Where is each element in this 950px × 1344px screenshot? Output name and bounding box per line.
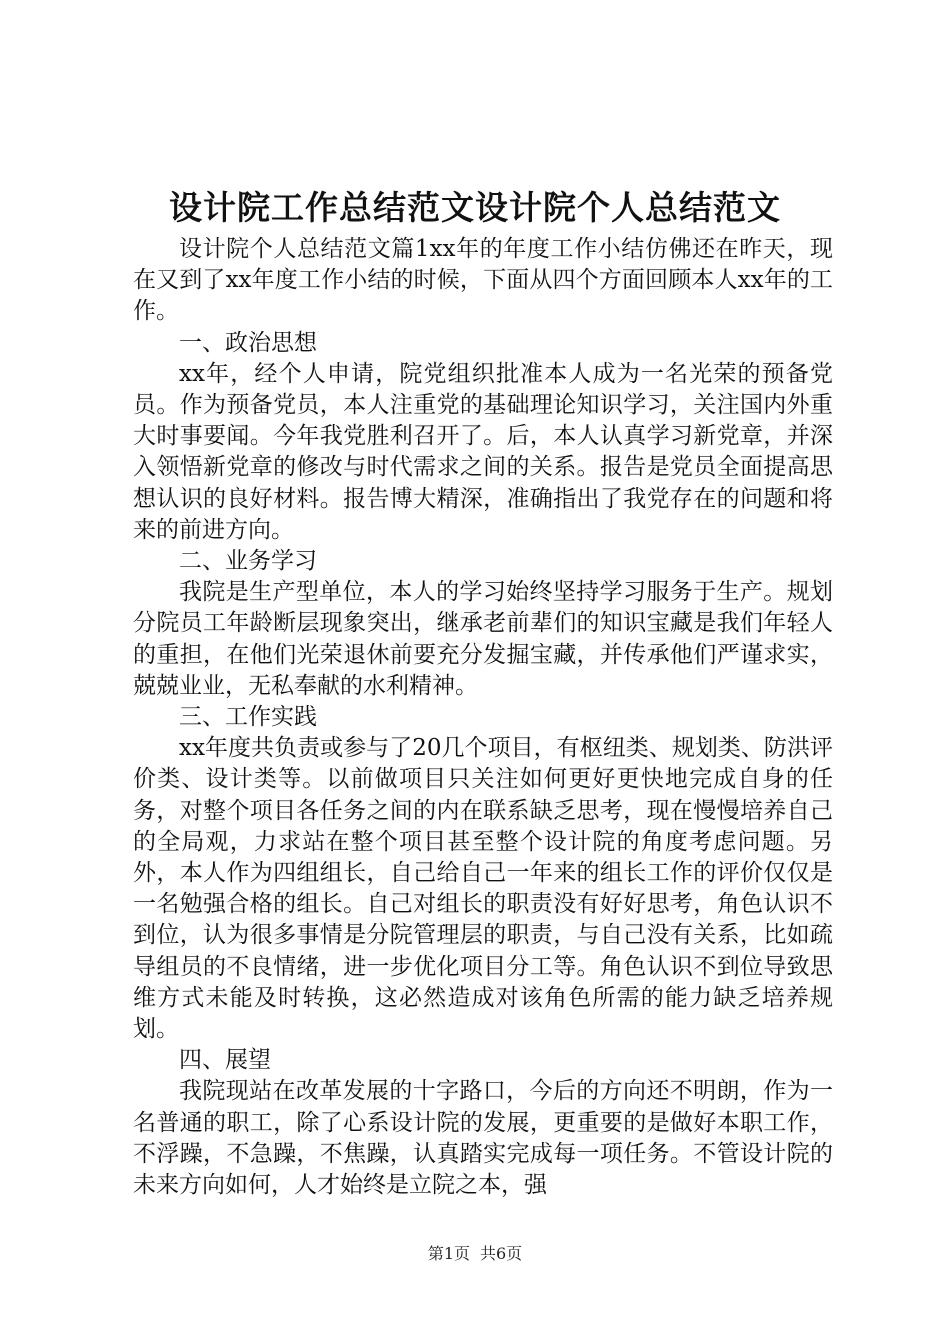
section-heading-study: 二、业务学习: [179, 548, 317, 575]
section-text-practice: xx年度共负责或参与了20几个项目，有枢纽类、规划类、防洪评价类、设计类等。以前做项目只关注如何更好更快地完成自身的任务，对整个项目各任务之间的内在联系缺乏思考，现在慢慢培养自己的全局观，力求站在整个项目甚至整个设计院的角度考虑问题。另外，本人作为四组组长，自己给自己一年来的组长工作的评价仅仅是一名勉强合格的组长。自己对组长的职责没有好好思考，角色认识不到位，认为很多事情是分院管理层的职责，与自己没有关系，比如疏导组员的不良情绪，进一步优化项目分工等。角色认识不到位导致思维方式未能及时转换，这必然造成对该角色所需的能力缺乏培养规划。: [133, 735, 833, 1043]
page-total: 共6页: [480, 1244, 523, 1263]
document-body: [133, 234, 833, 1201]
section-heading-politics: 一、政治思想: [179, 329, 317, 356]
section-text-outlook: 我院现站在改革发展的十字路口，今后的方向还不明朗，作为一名普通的职工，除了心系设计院的发展，更重要的是做好本职工作，不浮躁，不急躁，不焦躁，认真踏实完成每一项任务。不管设计院的未来方向如何，人才始终是立院之本，强: [133, 1078, 833, 1199]
section-text-politics: xx年，经个人申请，院党组织批准本人成为一名光荣的预备党员。作为预备党员，本人注重党的基础理论知识学习，关注国内外重大时事要闻。今年我党胜利召开了。后，本人认真学习新党章，并深入领悟新党章的修改与时代需求之间的关系。报告是党员全面提高思想认识的良好材料。报告博大精深，准确指出了我党存在的问题和将来的前进方向。: [133, 360, 833, 543]
section-heading-outlook: 四、展望: [179, 1047, 271, 1074]
page-number: 第1页: [427, 1244, 470, 1263]
intro-paragraph: 设计院个人总结范文篇1xx年的年度工作小结仿佛还在昨天，现在又到了xx年度工作小结的时候，下面从四个方面回顾本人xx年的工作。: [133, 236, 833, 325]
section-heading-practice: 三、工作实践: [179, 704, 317, 731]
document-title: 设计院工作总结范文设计院个人总结范文: [169, 188, 781, 227]
page-footer: [0, 1243, 950, 1265]
section-text-study: 我院是生产型单位，本人的学习始终坚持学习服务于生产。规划分院员工年龄断层现象突出，继承老前辈们的知识宝藏是我们年轻人的重担，在他们光荣退休前要充分发掘宝藏，并传承他们严谨求实，兢兢业业，无私奉献的水利精神。: [133, 579, 833, 699]
